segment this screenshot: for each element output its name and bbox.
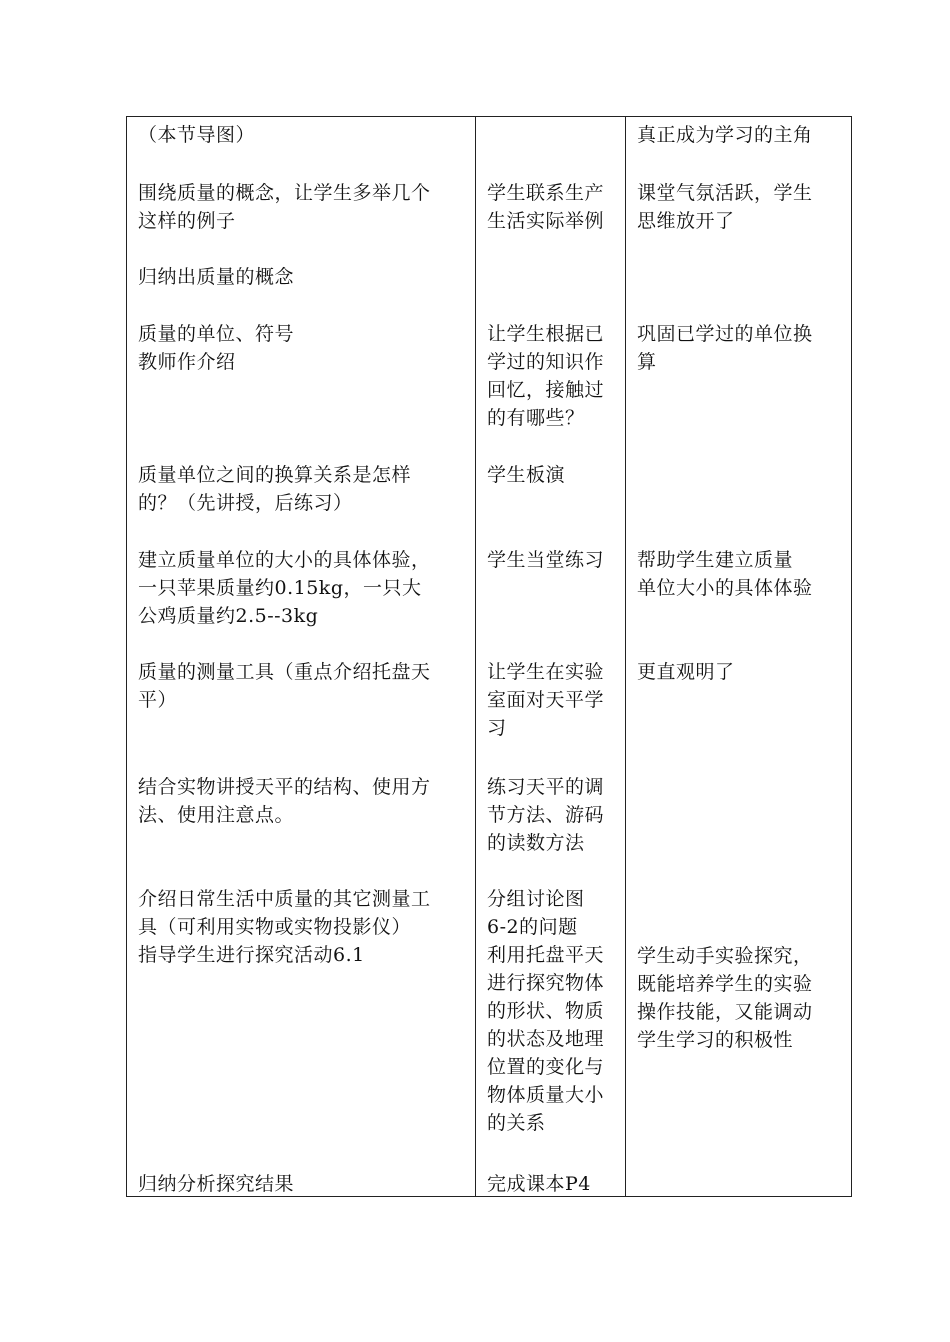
student-activity-cell: 学生联系生产 生活实际举例 [487, 182, 605, 232]
student-activity-cell: 分组讨论图 6-2的问题 利用托盘平天 进行探究物体 的形状、物质 的状态及地理 位置的变化与 物体质量大小 的关系 [487, 888, 605, 1134]
design-intent-cell: 课堂气氛活跃，学生 思维放开了 [637, 182, 813, 232]
student-activity-cell: 学生当堂练习 [487, 549, 605, 571]
teacher-activity-cell: 围绕质量的概念，让学生多举几个 这样的例子 [138, 182, 431, 232]
column-divider-1 [475, 117, 476, 1196]
design-intent-cell: 更直观明了 [637, 661, 735, 683]
student-activity-cell: 练习天平的调 节方法、游码 的读数方法 [487, 776, 605, 854]
design-intent-cell: 真正成为学习的主角 [637, 124, 813, 146]
student-activity-cell: 让学生根据已 学过的知识作 回忆，接触过 的有哪些？ [487, 323, 605, 429]
student-activity-cell: 学生板演 [487, 464, 566, 486]
design-intent-cell: 巩固已学过的单位换 算 [637, 323, 813, 373]
column-divider-2 [625, 117, 626, 1196]
lesson-plan-table [126, 116, 852, 1197]
teacher-activity-cell: 归纳分析探究结果 [138, 1173, 295, 1195]
teacher-activity-cell: 质量单位之间的换算关系是怎样 的？（先讲授，后练习） [138, 464, 412, 514]
teacher-activity-cell: 归纳出质量的概念 [138, 266, 295, 288]
student-activity-cell: 让学生在实验 室面对天平学 习 [487, 661, 605, 739]
teacher-activity-cell: 质量的单位、符号 教师作介绍 [138, 323, 295, 373]
teacher-activity-cell: 质量的测量工具（重点介绍托盘天 平） [138, 661, 431, 711]
teacher-activity-cell: 建立质量单位的大小的具体体验， 一只苹果质量约0.15kg，一只大 公鸡质量约2.5--3kg [138, 549, 431, 627]
teacher-activity-cell: 介绍日常生活中质量的其它测量工 具（可利用实物或实物投影仪） 指导学生进行探究活动6.1 [138, 888, 431, 966]
student-activity-cell: 完成课本P4 [487, 1173, 591, 1195]
teacher-activity-cell: （本节导图） [138, 124, 256, 146]
design-intent-cell: 帮助学生建立质量 单位大小的具体体验 [637, 549, 813, 599]
teacher-activity-cell: 结合实物讲授天平的结构、使用方 法、使用注意点。 [138, 776, 431, 826]
design-intent-cell: 学生动手实验探究， 既能培养学生的实验 操作技能，又能调动 学生学习的积极性 [637, 945, 813, 1051]
